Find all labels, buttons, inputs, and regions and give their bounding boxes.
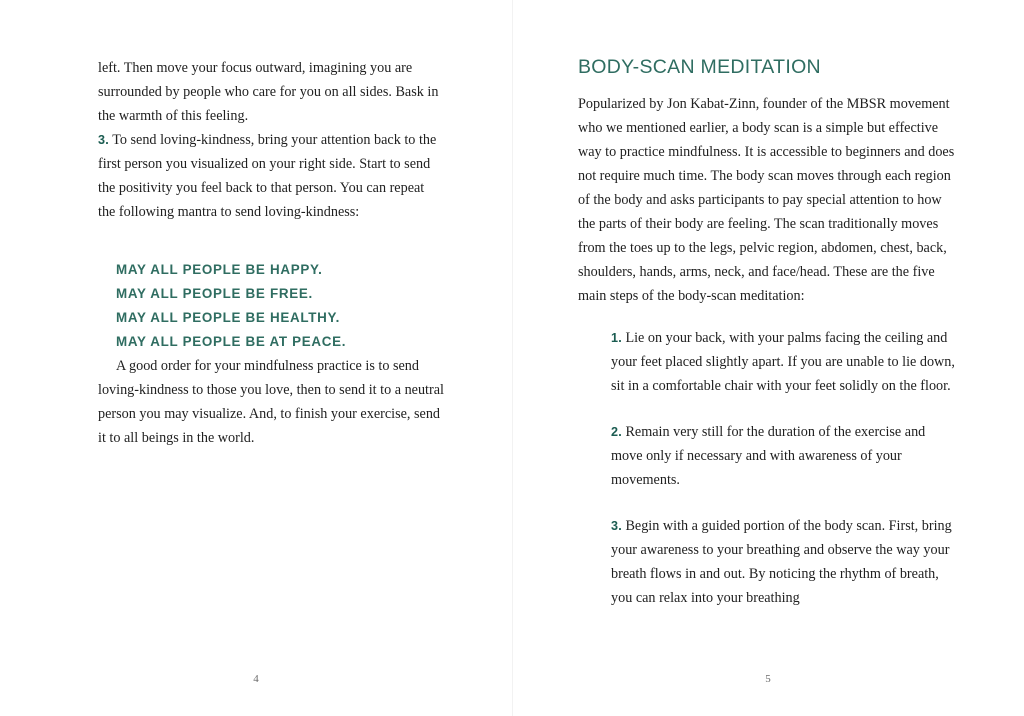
list-item-3 [98, 128, 444, 224]
closing-paragraph: A good order for your mindfulness practice is to send loving-kindness to those you love, then to send it to a neutral person you may visualize. And, to finish your exercise, send it to all beings in the world. [98, 358, 444, 446]
step-2-text: Remain very still for the duration of the exercise and move only if necessary and with awareness of your movements. [611, 424, 926, 488]
step-1-number: 1. [611, 331, 622, 345]
page-number-right: 5 [765, 673, 771, 685]
step-1-text: Lie on your back, with your palms facing the ceiling and your feet placed slightly apart. If you are unable to lie down, sit in a comfortable chair with your feet solidly on the floor. [611, 330, 955, 394]
left-page-body [98, 56, 444, 450]
mantra-4: MAY ALL PEOPLE BE AT PEACE. [116, 334, 347, 349]
right-page-body [578, 56, 956, 610]
step-3-number: 3. [611, 519, 622, 533]
step-item-1 [611, 326, 956, 398]
right-page [512, 0, 1024, 716]
step-2-number: 2. [611, 425, 622, 439]
list-item-3-number: 3. [98, 133, 109, 147]
mantra-2: MAY ALL PEOPLE BE FREE. [116, 286, 313, 301]
step-3-text: Begin with a guided portion of the body scan. First, bring your awareness to your breathing and observe the way your breath flows in and out. By noticing the rhythm of breath, you can relax into your breathing [611, 518, 952, 606]
step-item-3 [611, 514, 956, 610]
mantra-1: MAY ALL PEOPLE BE HAPPY. [116, 262, 323, 277]
step-item-2 [611, 420, 956, 492]
list-item-3-text: To send loving-kindness, bring your attention back to the first person you visualized on your right side. Start to send the positivity you feel back to that person. You can repeat the following mantra to send loving-kindness: [98, 132, 437, 220]
section-title: BODY-SCAN MEDITATION [578, 56, 821, 78]
intro-paragraph: Popularized by Jon Kabat-Zinn, founder of the MBSR movement who we mentioned earlier, a body scan is a simple but effective way to practice mindfulness. It is accessible to beginners and does not require much time. The body scan moves through each region of the body and asks participants to pay special attention to how the parts of their body are feeling. The scan traditionally moves from the toes up to the legs, pelvic region, abdomen, chest, back, shoulders, hands, arms, neck, and face/head. These are the five main steps of the body-scan meditation: [578, 96, 955, 304]
mantra-3: MAY ALL PEOPLE BE HEALTHY. [116, 310, 341, 325]
continued-paragraph: left. Then move your focus outward, imagining you are surrounded by people who care for you on all sides. Bask in the warmth of this feeling. [98, 60, 439, 124]
page-number-left: 4 [253, 673, 259, 685]
steps-list [611, 326, 956, 610]
